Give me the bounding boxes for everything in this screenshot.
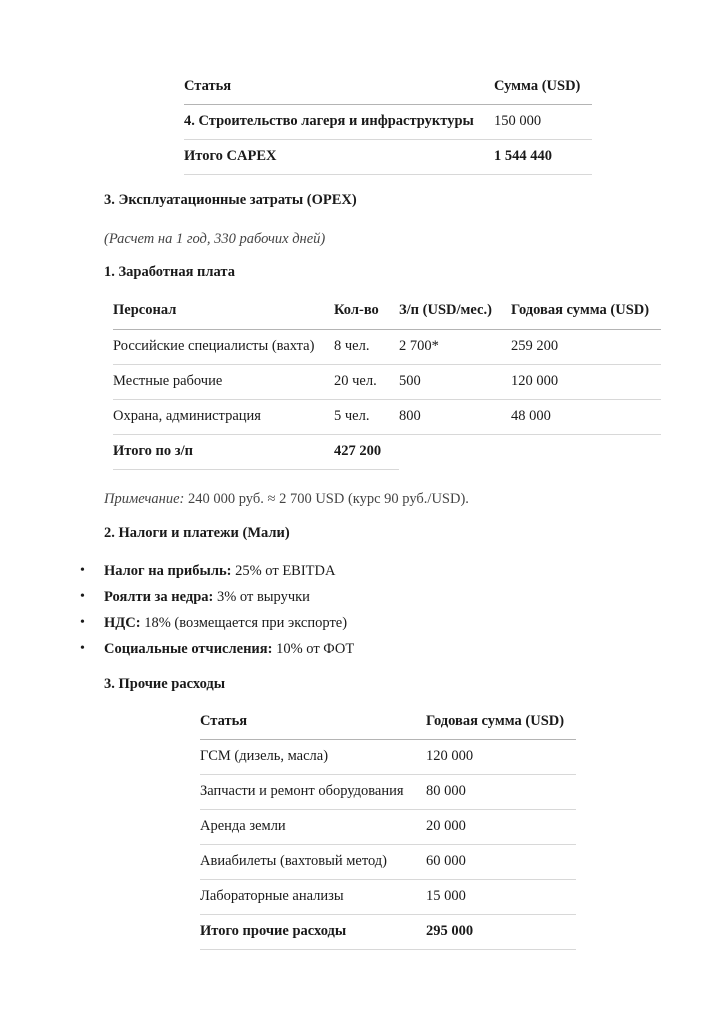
salary-table — [113, 293, 661, 470]
note-label: Примечание: — [104, 491, 185, 507]
list-item — [80, 636, 354, 662]
table-row — [200, 879, 576, 914]
salary-pay: 500 — [399, 373, 421, 389]
other-item: Лабораторные анализы — [200, 888, 344, 904]
tax-label: НДС: — [104, 615, 141, 631]
table-row — [200, 774, 576, 809]
table-row — [200, 844, 576, 879]
other-item: Авиабилеты (вахтовый метод) — [200, 853, 387, 869]
opex-heading: 3. Эксплуатационные затраты (OPEX) — [104, 192, 357, 208]
other-item: Запчасти и ремонт оборудования — [200, 783, 404, 799]
salary-total-value: 427 200 — [334, 434, 399, 469]
table-row — [113, 364, 661, 399]
tax-value: 25% от EBITDA — [231, 563, 336, 579]
list-item — [80, 584, 354, 610]
taxes-list — [80, 558, 354, 662]
salary-heading: 1. Заработная плата — [104, 264, 235, 280]
salary-annual: 48 000 — [511, 408, 551, 424]
other-table — [200, 704, 576, 950]
salary-header-pay: З/п (USD/мес.) — [399, 302, 492, 319]
salary-annual: 120 000 — [511, 373, 559, 389]
list-item — [80, 558, 354, 584]
salary-pay: 800 — [399, 408, 421, 424]
tax-value: 3% от выручки — [213, 589, 310, 605]
capex-header-item: Статья — [184, 78, 232, 95]
table-row — [113, 329, 661, 364]
list-item — [80, 610, 354, 636]
tax-value: 18% (возмещается при экспорте) — [140, 615, 348, 631]
other-total-label: Итого прочие расходы — [200, 923, 347, 939]
capex-row-item: 4. Строительство лагеря и инфраструктуры — [184, 113, 474, 129]
table-row — [200, 739, 576, 774]
salary-staff: Местные рабочие — [113, 373, 223, 389]
salary-staff: Российские специалисты (вахта) — [113, 338, 315, 354]
other-amount: 15 000 — [426, 888, 466, 904]
salary-qty: 8 чел. — [334, 338, 370, 354]
table-row — [184, 104, 592, 139]
note-text: 240 000 руб. ≈ 2 700 USD (курс 90 руб./USD). — [184, 491, 469, 507]
salary-annual: 259 200 — [511, 338, 559, 354]
table-row — [200, 809, 576, 844]
other-item: ГСМ (дизель, масла) — [200, 748, 329, 764]
opex-note: (Расчет на 1 год, 330 рабочих дней) — [104, 231, 326, 247]
capex-header-amount: Сумма (USD) — [494, 78, 581, 95]
tax-value: 10% от ФОТ — [272, 641, 355, 657]
capex-total-value: 1 544 440 — [494, 148, 552, 164]
salary-header-staff: Персонал — [113, 302, 177, 319]
table-row — [113, 434, 661, 469]
salary-total-label: Итого по з/п — [113, 434, 334, 469]
salary-note — [104, 491, 469, 508]
table-row — [200, 914, 576, 949]
other-amount: 80 000 — [426, 783, 466, 799]
other-header-amount: Годовая сумма (USD) — [426, 712, 565, 729]
salary-header-qty: Кол-во — [334, 302, 379, 319]
tax-label: Роялти за недра: — [104, 589, 214, 605]
other-item: Аренда земли — [200, 818, 286, 834]
table-row — [184, 139, 592, 174]
other-amount: 60 000 — [426, 853, 466, 869]
other-amount: 120 000 — [426, 748, 474, 764]
capex-table — [184, 70, 592, 175]
taxes-heading: 2. Налоги и платежи (Мали) — [104, 525, 290, 541]
salary-pay: 2 700* — [399, 338, 439, 354]
capex-total-label: Итого CAPEX — [184, 148, 277, 164]
other-amount: 20 000 — [426, 818, 466, 834]
other-total-value: 295 000 — [426, 923, 474, 939]
salary-header-annual: Годовая сумма (USD) — [511, 302, 650, 319]
other-heading: 3. Прочие расходы — [104, 676, 226, 692]
tax-label: Социальные отчисления: — [104, 641, 273, 657]
salary-qty: 20 чел. — [334, 373, 377, 389]
tax-label: Налог на прибыль: — [104, 563, 232, 579]
salary-qty: 5 чел. — [334, 408, 370, 424]
other-header-item: Статья — [200, 712, 248, 729]
table-row — [113, 399, 661, 434]
capex-row-amount: 150 000 — [494, 113, 542, 129]
salary-staff: Охрана, администрация — [113, 408, 261, 424]
